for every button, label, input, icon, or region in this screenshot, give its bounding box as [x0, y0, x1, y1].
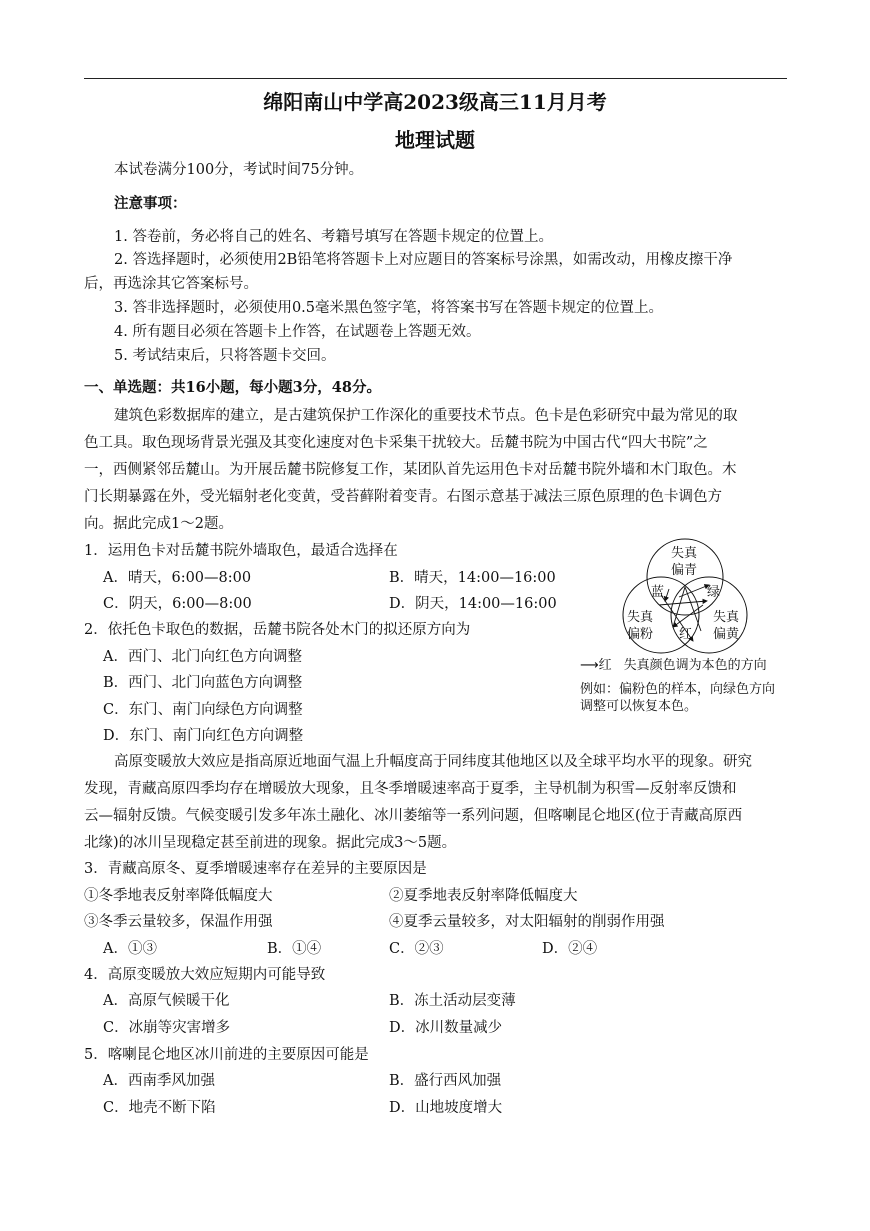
passage-line: 高原变暖放大效应是指高原近地面气温上升幅度高于同纬度其他地区以及全球平均水平的现象。研究 [114, 754, 752, 770]
notice-heading: 注意事项： [114, 195, 187, 212]
question-4-option-d: D．冰川数量减少 [389, 1020, 503, 1036]
right-circle-label-2: 偏黄 [713, 627, 740, 642]
question-2-stem: 2．依托色卡取色的数据，岳麓书院各处木门的拟还原方向为 [84, 622, 471, 638]
notice-item: 4. 所有题目必须在答题卡上作答，在试题卷上答题无效。 [114, 324, 481, 340]
question-3-statement-3: ③冬季云量较多，保温作用强 [84, 914, 273, 930]
question-2-option-c: C．东门、南门向绿色方向调整 [103, 702, 303, 718]
green-label: 绿 [707, 585, 721, 600]
section-heading: 一、单选题：共16小题，每小题3分，48分。 [84, 379, 381, 396]
notice-item: 1. 答卷前，务必将自己的姓名、考籍号填写在答题卡规定的位置上。 [114, 229, 553, 245]
legend-arrow-icon: ⟶ [580, 658, 599, 673]
notice-item: 2. 答选择题时，必须使用2B铅笔将答题卡上对应题目的答案标号涂黑，如需改动，用橡皮擦干净 [114, 252, 733, 268]
question-4-option-a: A．高原气候暖干化 [103, 993, 230, 1009]
intro-text: 本试卷满分100分，考试时间75分钟。 [114, 162, 364, 178]
diagram-example-line: 调整可以恢复本色。 [580, 699, 698, 714]
question-3-option-c: C．②③ [389, 941, 444, 957]
passage-line: 一，西侧紧邻岳麓山。为开展岳麓书院修复工作，某团队首先运用色卡对岳麓书院外墙和木门取色。木 [84, 462, 737, 478]
left-circle-label-2: 偏粉 [627, 627, 654, 642]
exam-subtitle: 地理试题 [395, 128, 475, 152]
question-4-option-c: C．冰崩等灾害增多 [103, 1020, 231, 1036]
question-3-statement-1: ①冬季地表反射率降低幅度大 [84, 888, 273, 904]
passage-line: 建筑色彩数据库的建立，是古建筑保护工作深化的重要技术节点。色卡是色彩研究中最为常见的取 [114, 408, 738, 424]
question-4-stem: 4．高原变暖放大效应短期内可能导致 [84, 967, 326, 983]
question-4-option-b: B．冻土活动层变薄 [389, 993, 516, 1009]
legend-text: 失真颜色调为本色的方向 [623, 658, 767, 673]
passage-line: 北缘)的冰川呈现稳定甚至前进的现象。据此完成3～5题。 [84, 835, 457, 851]
question-1-option-b: B．晴天，14:00—16:00 [389, 570, 556, 586]
question-3-option-d: D．②④ [542, 941, 598, 957]
legend-arrow-label: 红 [598, 658, 612, 673]
question-2-option-a: A．西门、北门向红色方向调整 [103, 649, 302, 665]
question-3-option-b: B．①④ [267, 941, 322, 957]
question-1-option-c: C．阴天，6:00—8:00 [103, 596, 252, 612]
question-3-statement-2: ②夏季地表反射率降低幅度大 [389, 888, 578, 904]
notice-item: 5. 考试结束后，只将答题卡交回。 [114, 348, 336, 364]
question-5-option-c: C．地壳不断下陷 [103, 1100, 216, 1116]
notice-item-continued: 后，再选涂其它答案标号。 [84, 276, 258, 292]
blue-label: 蓝 [651, 585, 665, 600]
top-circle-label-2: 偏青 [671, 563, 698, 578]
right-circle-label-1: 失真 [713, 610, 740, 625]
exam-title: 绵阳南山中学高2023级高三11月月考 [263, 90, 607, 114]
question-1-option-a: A．晴天，6:00—8:00 [103, 570, 252, 586]
passage-line: 向。据此完成1～2题。 [84, 516, 233, 532]
top-circle-label-1: 失真 [671, 546, 698, 561]
left-circle-label-1: 失真 [627, 610, 654, 625]
question-2-option-b: B．西门、北门向蓝色方向调整 [103, 675, 303, 691]
question-5-option-d: D．山地坡度增大 [389, 1100, 503, 1116]
passage-line: 门长期暴露在外，受光辐射老化变黄，受苔藓附着变青。右图示意基于减法三原色原理的色卡调色方 [84, 489, 722, 505]
notice-item: 3. 答非选择题时，必须使用0.5毫米黑色签字笔，将答案书写在答题卡规定的位置上。 [114, 300, 664, 316]
question-3-statement-4: ④夏季云量较多，对太阳辐射的削弱作用强 [389, 914, 665, 930]
red-label: 红 [679, 627, 693, 642]
color-card-diagram [615, 535, 785, 657]
question-3-stem: 3．青藏高原冬、夏季增暖速率存在差异的主要原因是 [84, 861, 427, 877]
passage-line: 发现，青藏高原四季均存在增暖放大现象，且冬季增暖速率高于夏季，主导机制为积雪—反射率反馈和 [84, 781, 737, 797]
passage-line: 云—辐射反馈。气候变暖引发多年冻土融化、冰川萎缩等一系列问题，但喀喇昆仑地区(位于青藏高原西 [84, 808, 743, 824]
diagram-legend [580, 656, 767, 676]
passage-line: 色工具。取色现场背景光强及其变化速度对色卡采集干扰较大。岳麓书院为中国古代“四大书院”之 [84, 435, 708, 451]
question-2-option-d: D．东门、南门向红色方向调整 [103, 728, 304, 744]
question-5-stem: 5．喀喇昆仑地区冰川前进的主要原因可能是 [84, 1047, 369, 1063]
question-3-option-a: A．①③ [103, 941, 157, 957]
diagram-example-line: 例如：偏粉色的样本，向绿色方向 [580, 682, 776, 697]
question-1-stem: 1．运用色卡对岳麓书院外墙取色，最适合选择在 [84, 543, 398, 559]
question-5-option-b: B．盛行西风加强 [389, 1073, 502, 1089]
question-1-option-d: D．阴天，14:00—16:00 [389, 596, 557, 612]
header-rule [84, 78, 787, 79]
question-5-option-a: A．西南季风加强 [103, 1073, 215, 1089]
